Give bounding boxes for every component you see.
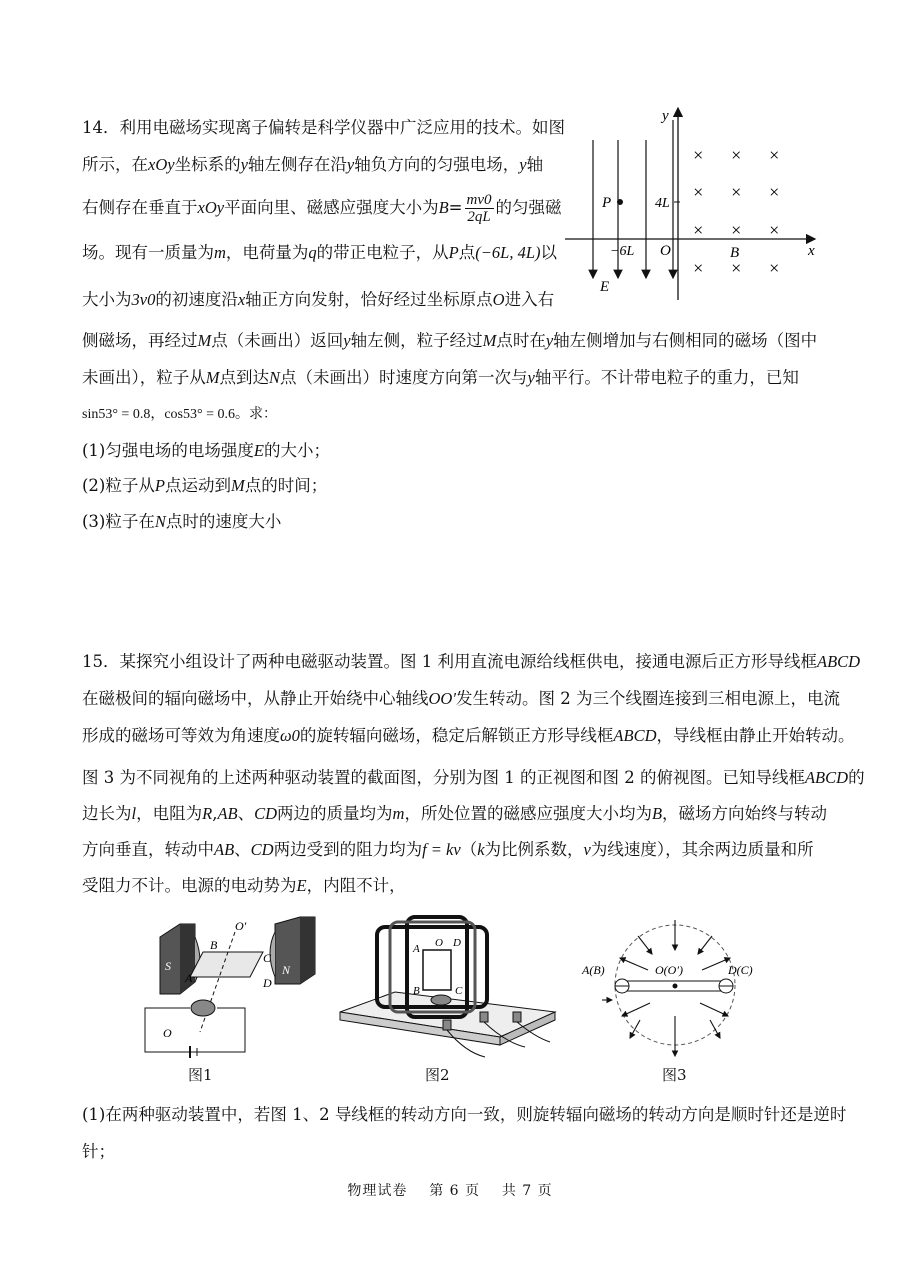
svg-text:O: O (163, 1026, 172, 1040)
coil-abcd (423, 950, 451, 990)
svg-text:D(C): D(C) (728, 963, 753, 977)
footer-total: 共 7 页 (501, 1183, 553, 1199)
q14-line-7: 未画出），粒子从M点到达N点（未画出）时速度方向第一次与y轴平行。不计带电粒子的重力，已知 (82, 368, 799, 387)
svg-text:×: × (692, 182, 705, 202)
svg-text:×: × (768, 258, 781, 278)
svg-text:×: × (730, 220, 743, 240)
coil-abcd (190, 952, 263, 977)
svg-text:×: × (730, 182, 743, 202)
figure-1-caption: 图1 (188, 1066, 213, 1084)
svg-text:D: D (453, 937, 461, 949)
footer-page: 第 6 页 (429, 1183, 480, 1199)
svg-text:P: P (602, 195, 612, 211)
q15-line-7: 受阻力不计。电源的电动势为E，内阻不计， (82, 876, 406, 895)
q15-sub-1-line-2: 针； (82, 1142, 115, 1161)
q14-line-6: 侧磁场，再经过M点（未画出）返回y轴左侧，粒子经过M点时在y轴左侧增加与右侧相同的磁场（图中 (82, 331, 818, 350)
q14-line-1: 14．利用电磁场实现离子偏转是科学仪器中广泛应用的技术。如图 (82, 118, 565, 137)
q14-line-8: sin53° = 0.8，cos53° = 0.6。求： (82, 406, 277, 422)
point-p (617, 199, 623, 205)
footer-subject: 物理试卷 (347, 1183, 408, 1199)
svg-text:D: D (263, 976, 272, 990)
q15-line-6: 方向垂直，转动中AB、CD两边受到的阻力均为f = kv（k为比例系数，v为线速度），其余两边质量和所 (82, 840, 814, 859)
svg-text:N: N (282, 963, 291, 977)
svg-text:×: × (768, 182, 781, 202)
svg-text:A: A (185, 971, 193, 985)
magnetic-field-fraction: $\frac{mv0}{2qL}$ (466, 192, 492, 225)
svg-text:B: B (210, 938, 218, 952)
svg-text:B: B (730, 245, 740, 261)
q15-line-2: 在磁极间的辐向磁场中，从静止开始绕中心轴线OO′发生转动。图 2 为三个线圈连接到三相电源上，电流 (82, 689, 840, 708)
svg-text:×: × (768, 145, 781, 165)
figure-2-caption: 图2 (425, 1066, 450, 1084)
y-axis-label: y (662, 108, 669, 124)
q14-sub-3: (3)粒子在N点时的速度大小 (82, 512, 282, 531)
svg-text:O: O (435, 937, 443, 949)
magnetic-field-crosses (692, 145, 780, 278)
svg-text:A: A (413, 943, 420, 955)
svg-text:S: S (165, 959, 171, 973)
q14-sub-1: (1)匀强电场的电场强度E的大小； (82, 441, 330, 460)
svg-text:B: B (413, 985, 420, 997)
q15-line-1: 15．某探究小组设计了两种电磁驱动装置。图 1 利用直流电源给线框供电，接通电源后正方形导线框ABCD (82, 652, 861, 671)
svg-text:×: × (692, 145, 705, 165)
svg-text:O′: O′ (235, 919, 247, 933)
svg-text:×: × (768, 220, 781, 240)
svg-text:O(O′): O(O′) (655, 963, 683, 977)
q15-line-5: 边长为l，电阻为R,AB、CD两边的质量均为m，所处位置的磁感应强度大小均为B，磁场方向始终与转动 (82, 804, 828, 823)
q14-line-4: 场。现有一质量为m，电荷量为q的带正电粒子，从P点(−6L, 4L)以 (82, 243, 557, 262)
figure-3-caption: 图3 (662, 1066, 687, 1084)
q14-sub-2: (2)粒子从P点运动到M点的时间； (82, 476, 328, 495)
svg-text:4L: 4L (655, 196, 670, 211)
q15-line-3: 形成的磁场可等效为角速度ω0的旋转辐向磁场，稳定后解锁正方形导线框ABCD，导线框由静止开始转动。 (82, 726, 855, 745)
figure-3-cross-section (580, 908, 770, 1060)
q14-line-5: 大小为3v0的初速度沿x轴正方向发射，恰好经过坐标原点O进入右 (82, 290, 555, 309)
svg-text:×: × (730, 258, 743, 278)
q14-field-diagram (560, 100, 830, 305)
x-axis-label: x (808, 243, 815, 259)
svg-text:×: × (730, 145, 743, 165)
q14-line-2: 所示，在xOy坐标系的y轴左侧存在沿y轴负方向的匀强电场，y轴 (82, 155, 544, 174)
q15-sub-1-line-1: (1)在两种驱动装置中，若图 1、2 导线框的转动方向一致，则旋转辐向磁场的转动方向是顺时针还是逆时 (82, 1105, 847, 1124)
q15-line-4: 图 3 为不同视角的上述两种驱动装置的截面图，分别为图 1 的正视图和图 2 的俯视图。已知导线框ABCD的 (82, 768, 865, 787)
figure-1-motor (135, 912, 330, 1062)
figure-2-three-phase (335, 912, 560, 1062)
svg-text:C: C (455, 985, 463, 997)
svg-text:−6L: −6L (610, 244, 635, 259)
svg-text:×: × (692, 220, 705, 240)
q14-line-3: 右侧存在垂直于xOy平面向里、磁感应强度大小为B= $\frac{mv0}{2qL}$ 的匀强磁 (82, 192, 562, 225)
page-footer (0, 1180, 900, 1200)
svg-text:C: C (263, 951, 272, 965)
svg-text:O: O (660, 243, 671, 259)
svg-text:E: E (600, 279, 610, 295)
svg-text:×: × (692, 258, 705, 278)
svg-text:A(B): A(B) (582, 963, 605, 977)
